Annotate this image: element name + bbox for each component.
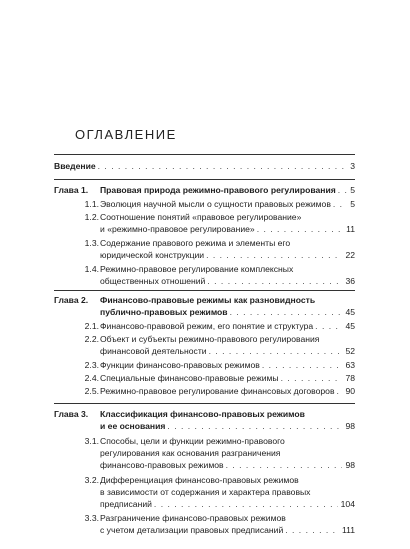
- toc-entry-3-1[interactable]: [54, 435, 355, 471]
- page-number: 90: [345, 386, 355, 396]
- divider: [54, 179, 355, 180]
- section-number: 1.2.: [84, 212, 99, 222]
- divider: [54, 154, 355, 155]
- entry-title-line: Классификация финансово-правовых режимов: [100, 409, 305, 419]
- dot-leader: [262, 359, 343, 371]
- toc-entry-2-1[interactable]: [54, 320, 355, 332]
- section-number: 2.4.: [84, 373, 99, 383]
- entry-title: публично-правовых режимов: [100, 307, 228, 317]
- chapter-number: Глава 2.: [54, 295, 89, 305]
- toc-entry-chapter-3[interactable]: [54, 408, 355, 432]
- entry-title: общественных отношений: [100, 276, 206, 286]
- page-number: 111: [341, 525, 355, 535]
- entry-title: Специальные финансово-правовые режимы: [100, 373, 279, 383]
- dot-leader: [154, 498, 338, 510]
- dot-leader: [226, 459, 343, 471]
- page-number: 36: [345, 276, 355, 286]
- entry-title: юридической конструкции: [100, 250, 205, 260]
- page-number: 3: [350, 161, 355, 171]
- toc-entry-2-2[interactable]: [54, 333, 355, 357]
- dot-leader: [230, 306, 343, 318]
- dot-leader: [285, 524, 339, 536]
- toc-entry-introduction[interactable]: [54, 160, 355, 172]
- chapter-number: Глава 1.: [54, 185, 89, 195]
- entry-title: Введение: [54, 161, 96, 171]
- section-number: 2.5.: [84, 386, 99, 396]
- toc-entry-1-1[interactable]: [54, 198, 355, 210]
- entry-title: Финансово-правовой режим, его понятие и структура: [100, 321, 314, 331]
- page-number: 45: [345, 307, 355, 317]
- page-number: 11: [346, 224, 355, 234]
- entry-title: и «режимно-правовое регулирование»: [100, 224, 255, 234]
- dot-leader: [281, 372, 343, 384]
- dot-leader: [333, 198, 347, 210]
- entry-title: финансовой деятельности: [100, 346, 207, 356]
- entry-title-line: Финансово-правовые режимы как разновидность: [100, 295, 316, 305]
- toc-entry-chapter-1[interactable]: [54, 184, 355, 196]
- entry-title: и ее основания: [100, 421, 166, 431]
- page-number: 45: [345, 321, 355, 331]
- dot-leader: [337, 385, 343, 397]
- section-number: 3.3.: [84, 513, 99, 523]
- divider: [54, 290, 355, 291]
- chapter-number: Глава 3.: [54, 409, 89, 419]
- page-number: 52: [345, 346, 355, 356]
- toc-entry-2-3[interactable]: [54, 359, 355, 371]
- entry-title-line: Способы, цели и функции режимно-правового: [100, 436, 285, 446]
- toc-entry-3-2[interactable]: [54, 474, 355, 510]
- entry-title-line: Разграничение финансово-правовых режимов: [100, 513, 286, 523]
- page-number: 78: [345, 373, 355, 383]
- entry-title-line: регулирования как основания разграничения: [100, 448, 281, 458]
- page-title: ОГЛАВЛЕНИЕ: [75, 127, 177, 142]
- toc-entry-2-4[interactable]: [54, 372, 355, 384]
- dot-leader: [338, 184, 347, 196]
- dot-leader: [206, 249, 342, 261]
- page-number: 63: [345, 360, 355, 370]
- toc-entry-1-3[interactable]: [54, 237, 355, 261]
- dot-leader: [315, 320, 342, 332]
- dot-leader: [209, 345, 343, 357]
- entry-title: Режимно-правовое регулирование финансовых договоров: [100, 386, 335, 396]
- dot-leader: [98, 160, 348, 172]
- section-number: 1.3.: [84, 238, 99, 248]
- page-number: 98: [345, 421, 355, 431]
- entry-title-line: Объект и субъекты режимно-правового регулирования: [100, 334, 320, 344]
- entry-title: Правовая природа режимно-правового регулирования: [100, 185, 336, 195]
- dot-leader: [167, 420, 342, 432]
- toc-entry-3-3[interactable]: [54, 512, 355, 536]
- section-number: 3.2.: [84, 475, 99, 485]
- section-number: 1.4.: [84, 264, 99, 274]
- page-number: 5: [350, 199, 355, 209]
- entry-title: Эволюция научной мысли о сущности правовых режимов: [100, 199, 331, 209]
- page-number: 5: [350, 185, 355, 195]
- entry-title-line: Соотношение понятий «правовое регулирование»: [100, 212, 302, 222]
- dot-leader: [257, 223, 343, 235]
- entry-title-line: Режимно-правовое регулирование комплексных: [100, 264, 294, 274]
- toc-entry-1-4[interactable]: [54, 263, 355, 287]
- section-number: 2.1.: [84, 321, 99, 331]
- page-number: 98: [345, 460, 355, 470]
- section-number: 3.1.: [84, 436, 99, 446]
- entry-title: финансово-правовых режимов: [100, 460, 224, 470]
- entry-title: с учетом детализации правовых предписаний: [100, 525, 284, 535]
- entry-title: предписаний: [100, 499, 152, 509]
- toc-entry-chapter-2[interactable]: [54, 294, 355, 318]
- page-number: 22: [345, 250, 355, 260]
- section-number: 2.3.: [84, 360, 99, 370]
- entry-title-line: Дифференциация финансово-правовых режимов: [100, 475, 299, 485]
- section-number: 1.1.: [84, 199, 99, 209]
- toc-entry-2-5[interactable]: [54, 385, 355, 397]
- entry-title: Функции финансово-правовых режимов: [100, 360, 260, 370]
- section-number: 2.2.: [84, 334, 99, 344]
- divider: [54, 403, 355, 404]
- entry-title-line: в зависимости от содержания и характера правовых: [100, 487, 311, 497]
- toc-entry-1-2[interactable]: [54, 211, 355, 235]
- entry-title-line: Содержание правового режима и элементы его: [100, 238, 291, 248]
- dot-leader: [207, 275, 342, 287]
- page-number: 104: [340, 499, 355, 509]
